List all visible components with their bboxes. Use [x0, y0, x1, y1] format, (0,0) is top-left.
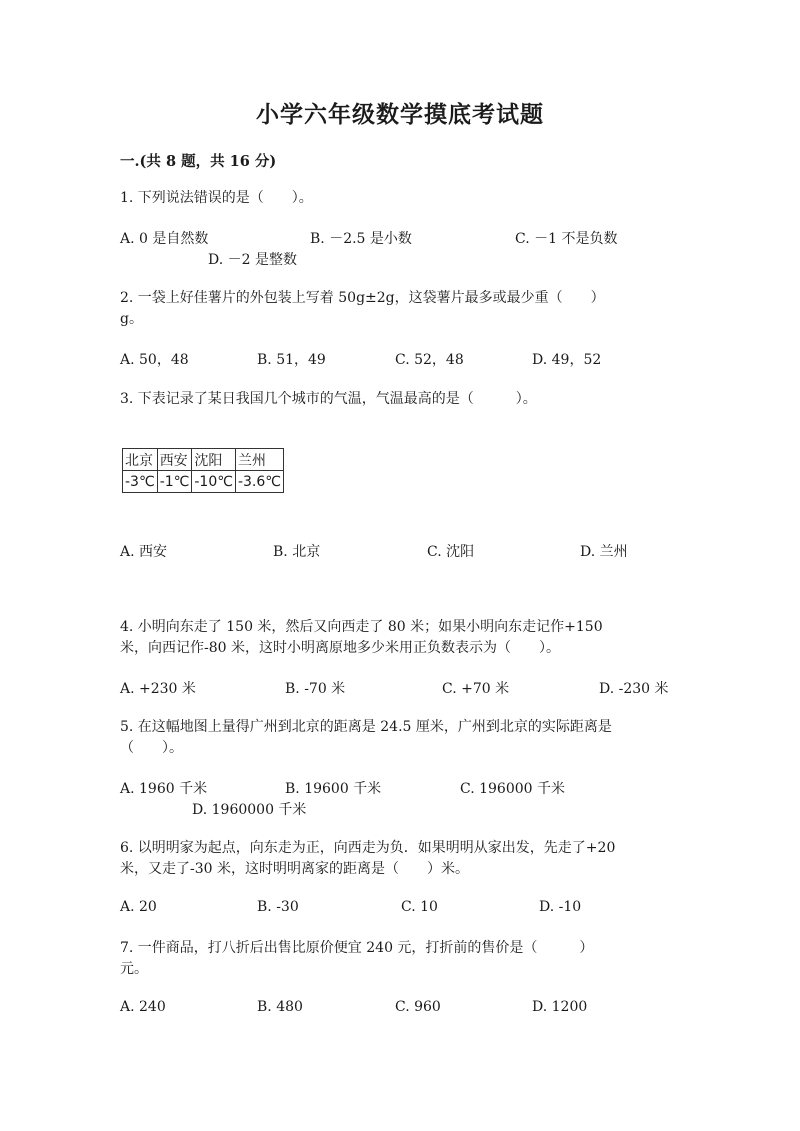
q1-option-d: D. －2 是整数	[208, 252, 297, 268]
q3-option-c: C. 沈阳	[427, 544, 475, 560]
q4-option-d: D. -230 米	[599, 681, 669, 697]
q2-option-a: A. 50，48	[120, 352, 189, 368]
question-2-stem-line-2: g。	[120, 311, 143, 327]
q7-option-a: A. 240	[120, 999, 166, 1015]
q4-option-c: C. +70 米	[442, 681, 510, 697]
q2-option-b: B. 51，49	[257, 352, 326, 368]
question-6-stem-line-1: 6. 以明明家为起点，向东走为正，向西走为负．如果明明从家出发，先走了+20	[120, 840, 616, 856]
table-cell-city: 北京	[123, 449, 158, 471]
q6-option-a: A. 20	[120, 899, 157, 915]
q4-option-a: A. +230 米	[120, 681, 196, 697]
q1-option-b: B. －2.5 是小数	[310, 231, 412, 247]
table-cell-city: 西安	[157, 449, 192, 471]
q7-option-c: C. 960	[395, 999, 441, 1015]
q7-option-d: D. 1200	[532, 999, 588, 1015]
q5-option-c: C. 196000 千米	[460, 781, 566, 797]
q3-option-d: D. 兰州	[580, 544, 628, 560]
q6-option-c: C. 10	[401, 899, 438, 915]
question-7-stem-line-1: 7. 一件商品，打八折后出售比原价便宜 240 元，打折前的售价是（ ）	[120, 940, 594, 956]
table-cell-city: 沈阳	[192, 449, 236, 471]
table-cell-temp: -3℃	[123, 471, 158, 493]
q5-option-b: B. 19600 千米	[285, 781, 382, 797]
q6-option-d: D. -10	[539, 899, 582, 915]
question-3-stem: 3. 下表记录了某日我国几个城市的气温，气温最高的是（ ）。	[120, 391, 537, 407]
table-cell-city: 兰州	[235, 449, 283, 471]
q2-option-c: C. 52，48	[395, 352, 464, 368]
question-6-stem-line-2: 米，又走了-30 米，这时明明离家的距离是（ ）米。	[120, 861, 469, 877]
table-row-temps	[123, 471, 284, 493]
section-header: 一.(共 8 题，共 16 分)	[120, 153, 277, 170]
question-5-stem-line-1: 5. 在这幅地图上量得广州到北京的距离是 24.5 厘米，广州到北京的实际距离是	[120, 719, 612, 735]
q7-option-b: B. 480	[257, 999, 303, 1015]
question-7-stem-line-2: 元。	[120, 961, 148, 977]
question-2-stem-line-1: 2. 一袋上好佳薯片的外包装上写着 50g±2g，这袋薯片最多或最少重（ ）	[120, 290, 605, 306]
question-4-stem-line-2: 米，向西记作-80 米，这时小明离原地多少米用正负数表示为（ ）。	[120, 640, 560, 656]
q1-option-a: A. 0 是自然数	[120, 231, 209, 247]
question-1-stem: 1. 下列说法错误的是（ ）。	[120, 190, 313, 206]
table-cell-temp: -1℃	[157, 471, 192, 493]
page-title: 小学六年级数学摸底考试题	[256, 101, 544, 128]
q2-option-d: D. 49，52	[532, 352, 602, 368]
question-5-stem-line-2: （ ）。	[120, 740, 183, 756]
q5-option-a: A. 1960 千米	[120, 781, 208, 797]
question-4-stem-line-1: 4. 小明向东走了 150 米，然后又向西走了 80 米；如果小明向东走记作+150	[120, 619, 603, 635]
table-cell-temp: -10℃	[192, 471, 236, 493]
q5-option-d: D. 1960000 千米	[192, 802, 307, 818]
table-row-cities	[123, 449, 284, 471]
q1-option-c: C. －1 不是负数	[515, 231, 618, 247]
table-cell-temp: -3.6℃	[235, 471, 283, 493]
q4-option-b: B. -70 米	[285, 681, 346, 697]
q6-option-b: B. -30	[257, 899, 299, 915]
temperature-table	[122, 448, 284, 493]
q3-option-b: B. 北京	[273, 544, 321, 560]
q3-option-a: A. 西安	[120, 544, 168, 560]
